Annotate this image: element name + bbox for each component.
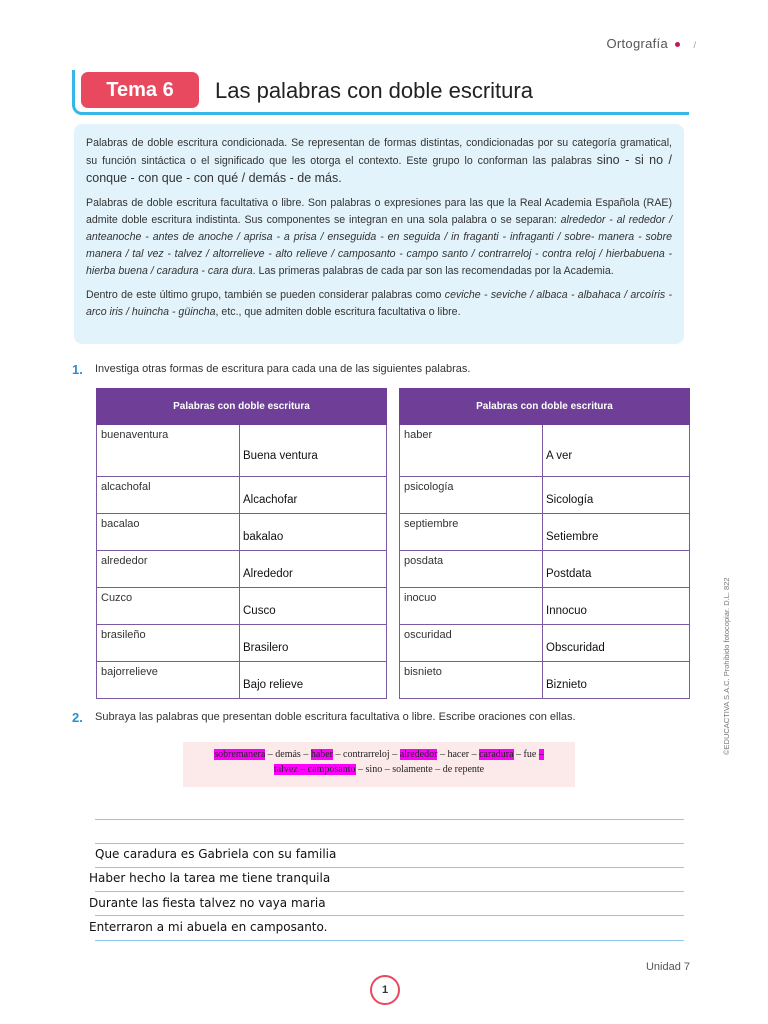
word-table-right (399, 388, 690, 699)
word-cell: septiembre (400, 514, 543, 551)
info-text: , etc., que admiten doble escritura facultativa o libre. (215, 306, 461, 318)
word-cell: oscuridad (400, 625, 543, 662)
section-category: Ortografía (606, 36, 668, 51)
answer-line (95, 843, 684, 844)
word-cell: alrededor (97, 551, 240, 588)
word-list-text: – contrarreloj – (333, 749, 400, 760)
answer-sentence-3[interactable]: Durante las fiesta talvez no vaya maria (89, 896, 326, 910)
word-list-text: – hacer – (437, 749, 480, 760)
word-cell: bajorrelieve (97, 662, 240, 699)
exercise-2-instruction: Subraya las palabras que presentan doble escritura facultativa o libre. Escribe oraciones con ellas. (95, 711, 576, 723)
answer-line (95, 867, 684, 868)
table-row (400, 425, 690, 477)
table-row (97, 425, 387, 477)
answer-text: Bajo relieve (243, 679, 304, 691)
topic-badge: Tema 6 (81, 72, 199, 108)
word-cell: buenaventura (97, 425, 240, 477)
highlighted-word: sobremanera (214, 749, 266, 760)
answer-text: Alcachofar (243, 494, 298, 506)
word-cell: bisnieto (400, 662, 543, 699)
table-header: Palabras con doble escritura (400, 389, 690, 425)
corner-mark: / (693, 40, 696, 50)
answer-cell[interactable] (240, 477, 387, 514)
answer-cell[interactable] (240, 551, 387, 588)
info-examples: sino - si no / conque - con que - con qué / demás - de más. (86, 153, 672, 185)
word-cell: brasileño (97, 625, 240, 662)
answer-text: Buena ventura (243, 449, 318, 462)
answer-cell[interactable] (240, 625, 387, 662)
info-text: Dentro de este último grupo, también se pueden considerar palabras como (86, 289, 442, 301)
answer-text: Postdata (546, 568, 592, 580)
answer-cell[interactable] (543, 425, 690, 477)
word-cell: Cuzco (97, 588, 240, 625)
highlighted-word: talvez – camposanto (273, 764, 356, 775)
word-cell: psicología (400, 477, 543, 514)
table-row (400, 625, 690, 662)
word-list-text: – sino – solamente – de repente (355, 764, 485, 775)
answer-text: bakalao (243, 531, 284, 543)
info-paragraph-2 (86, 195, 672, 280)
answer-cell[interactable] (543, 514, 690, 551)
highlighted-word: haber (310, 749, 334, 760)
table-row (97, 551, 387, 588)
table-row (400, 588, 690, 625)
exercise-1-instruction: Investiga otras formas de escritura para cada una de las siguientes palabras. (95, 363, 471, 375)
table-row (97, 477, 387, 514)
word-cell: posdata (400, 551, 543, 588)
answer-sentence-4[interactable]: Enterraron a mi abuela en camposanto. (89, 920, 328, 934)
page-title: Las palabras con doble escritura (215, 78, 533, 103)
answer-cell[interactable] (543, 625, 690, 662)
answer-line (95, 819, 684, 820)
answer-line (95, 940, 684, 941)
answer-cell[interactable] (240, 662, 387, 699)
answer-cell[interactable] (240, 425, 387, 477)
answer-text: Alrededor (243, 568, 293, 580)
table-row (400, 514, 690, 551)
answer-text: Setiembre (546, 531, 599, 543)
word-cell: haber (400, 425, 543, 477)
answer-text: Obscuridad (546, 642, 605, 654)
info-box (74, 124, 684, 344)
answer-text: Biznieto (546, 679, 587, 691)
answer-text: Cusco (243, 605, 276, 617)
info-text: Palabras de doble escritura facultativa o libre. Son palabras o expresiones para las que la Real Academia Española (RAE) admite doble escritura indistinta. Sus componentes se integran en una sola palabra o se separan: (86, 197, 672, 226)
table-row (97, 514, 387, 551)
word-table-left (96, 388, 387, 699)
answer-line (95, 891, 684, 892)
exercise-2-number: 2. (72, 710, 83, 725)
info-examples: ceviche - seviche / albaca - albahaca / arcoíris - arco iris / huincha - güincha (86, 289, 673, 318)
word-cell: alcachofal (97, 477, 240, 514)
answer-cell[interactable] (240, 588, 387, 625)
table-row (97, 662, 387, 699)
highlighted-word: – (538, 749, 544, 760)
answer-cell[interactable] (543, 588, 690, 625)
exercise-1-number: 1. (72, 362, 83, 377)
answer-sentence-1[interactable]: Que caradura es Gabriela con su familia (95, 847, 337, 861)
table-row (400, 477, 690, 514)
info-examples: alrededor - al rededor / anteanoche - antes de anoche / aprisa - a prisa / enseguida - en seguida / in fraganti - infraganti / sobre- manera - sobre manera / tal vez - talvez / altorrelieve - alto relieve / camposanto - campo santo / contrarreloj - contra reloj / hierbabuena - hierba buena / caradura - cara dura (86, 214, 673, 277)
word-cell: bacalao (97, 514, 240, 551)
word-list-box (183, 742, 575, 787)
info-text: . Las primeras palabras de cada par son las recomendadas por la Academia. (252, 265, 614, 277)
copyright-note: ©EDUCACTIVA S.A.C. Prohibido fotocopiar. D.L. 822 (722, 577, 731, 755)
answer-text: Innocuo (546, 605, 587, 617)
table-row (400, 662, 690, 699)
word-list-text: – demás – (265, 749, 311, 760)
answer-cell[interactable] (543, 551, 690, 588)
answer-line (95, 915, 684, 916)
word-list-line (183, 762, 575, 777)
table-header: Palabras con doble escritura (97, 389, 387, 425)
category-dot-icon (675, 42, 680, 47)
answer-cell[interactable] (543, 662, 690, 699)
info-paragraph-1 (86, 135, 672, 188)
page-number: 1 (370, 975, 400, 1005)
word-list-line (183, 747, 575, 762)
highlighted-word: caradura (479, 749, 514, 760)
answer-cell[interactable] (543, 477, 690, 514)
word-list-text: – fue (513, 749, 539, 760)
table-row (400, 551, 690, 588)
answer-text: Brasilero (243, 642, 289, 654)
answer-sentence-2[interactable]: Haber hecho la tarea me tiene tranquila (89, 871, 331, 885)
info-paragraph-3 (86, 287, 672, 321)
table-row (97, 588, 387, 625)
answer-text: Sicología (546, 494, 594, 506)
unit-label: Unidad 7 (645, 961, 690, 973)
highlighted-word: alrededor (399, 749, 438, 760)
answer-cell[interactable] (240, 514, 387, 551)
table-row (97, 625, 387, 662)
answer-text: A ver (546, 449, 573, 462)
word-cell: inocuo (400, 588, 543, 625)
info-text: Palabras de doble escritura condicionada. Se representan de formas distintas, condicionadas por su categoría gramatical, su función sintáctica o el significado que les otorga el contexto. Este grupo lo conforman las palabras (86, 137, 672, 167)
